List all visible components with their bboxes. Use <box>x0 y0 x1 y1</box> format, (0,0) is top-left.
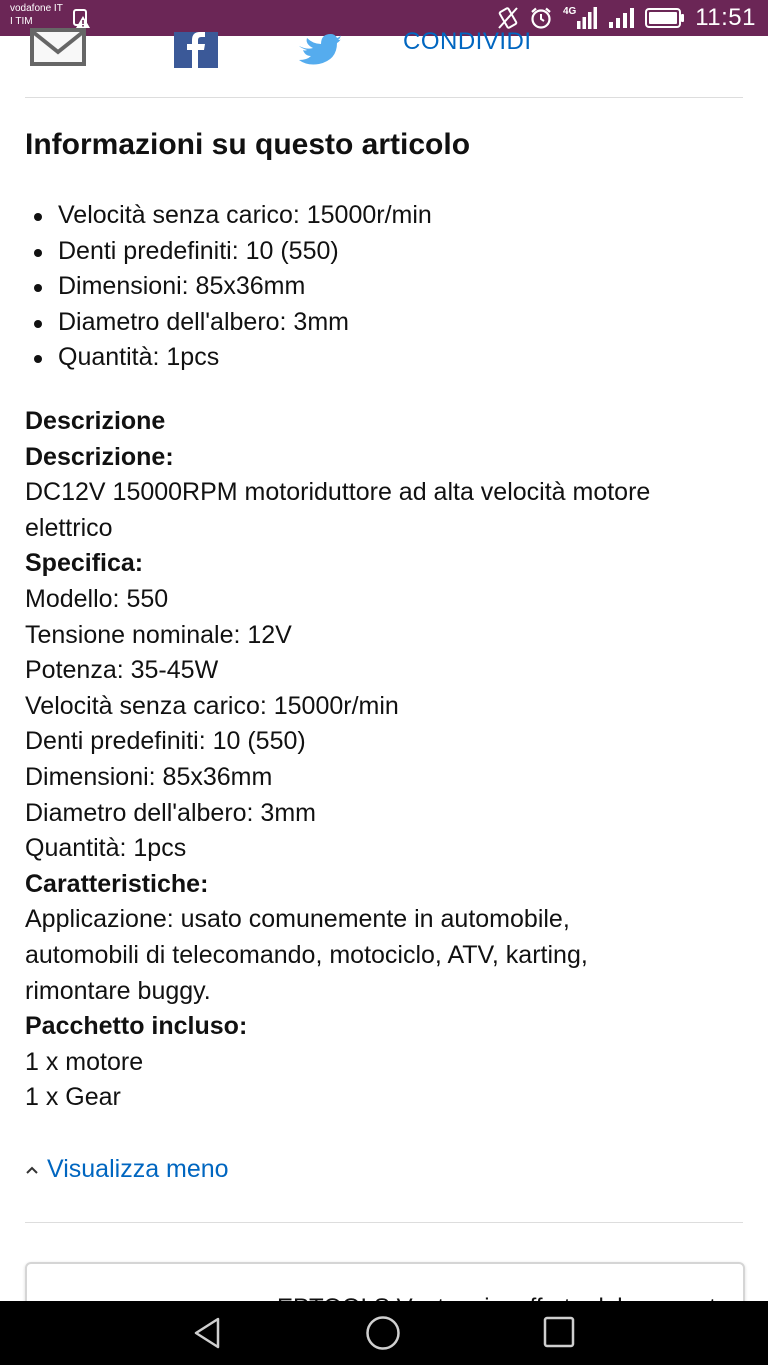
recents-button[interactable] <box>542 1315 578 1351</box>
bullet-item: Velocità senza carico: 15000r/min <box>25 198 432 234</box>
features-line: Applicazione: usato comunemente in automobile, <box>25 905 570 934</box>
vibrate-icon <box>497 6 519 30</box>
carrier-primary: vodafone IT <box>10 3 63 14</box>
signal-icon-sim2 <box>607 6 635 30</box>
spec-line: Modello: 550 <box>25 584 169 613</box>
spec-line: Diametro dell'albero: 3mm <box>25 798 316 827</box>
spec-line: Velocità senza carico: 15000r/min <box>25 691 399 720</box>
product-page <box>0 28 768 1301</box>
package-label: Pacchetto incluso: <box>25 1012 248 1041</box>
show-less-label: Visualizza meno <box>47 1155 229 1183</box>
mail-icon[interactable] <box>30 28 86 66</box>
share-row <box>0 28 768 70</box>
facebook-icon[interactable] <box>174 32 218 68</box>
bullet-item: Dimensioni: 85x36mm <box>25 269 432 305</box>
spec-line: Tensione nominale: 12V <box>25 620 292 649</box>
package-line: 1 x motore <box>25 1047 144 1076</box>
spec-line: Potenza: 35-45W <box>25 656 219 685</box>
features-line: rimontare buggy. <box>25 976 211 1005</box>
divider <box>25 1222 743 1223</box>
sim-warning-icon <box>72 6 92 28</box>
description-heading: Descrizione <box>25 407 166 435</box>
navigation-bar <box>0 1301 768 1365</box>
back-button[interactable] <box>190 1315 226 1351</box>
spec-line: Denti predefiniti: 10 (550) <box>25 727 306 756</box>
spec-label: Specifica: <box>25 549 144 578</box>
divider <box>25 97 743 98</box>
twitter-icon[interactable] <box>297 30 341 66</box>
features-label: Caratteristiche: <box>25 869 209 898</box>
features-line: automobili di telecomando, motociclo, ATV, karting, <box>25 940 588 969</box>
description-line: DC12V 15000RPM motoriduttore ad alta velocità motore <box>25 478 651 507</box>
about-item-title: Informazioni su questo articolo <box>25 128 471 161</box>
description-label: Descrizione: <box>25 442 174 471</box>
signal-icon <box>563 5 597 31</box>
bullet-item: Denti predefiniti: 10 (550) <box>25 234 432 270</box>
carrier-info <box>10 2 63 28</box>
alarm-icon <box>529 6 553 30</box>
bullet-item: Diametro dell'albero: 3mm <box>25 305 432 341</box>
share-link[interactable]: CONDIVIDI <box>403 28 532 55</box>
battery-icon <box>645 7 685 29</box>
carrier-secondary: I TIM <box>10 16 33 27</box>
show-less-link[interactable] <box>25 1155 229 1184</box>
network-type: 4G <box>563 6 577 17</box>
home-button[interactable] <box>364 1315 402 1351</box>
status-icons <box>497 4 756 32</box>
package-line: 1 x Gear <box>25 1083 121 1112</box>
description-line: elettrico <box>25 513 113 542</box>
clock: 11:51 <box>695 4 756 31</box>
spec-line: Quantità: 1pcs <box>25 834 187 863</box>
spec-line: Dimensioni: 85x36mm <box>25 762 273 791</box>
product-description <box>25 404 743 1116</box>
status-bar <box>0 0 768 36</box>
bullet-item: Quantità: 1pcs <box>25 340 432 376</box>
about-item-bullets <box>25 198 432 376</box>
chevron-up-icon <box>25 1165 39 1175</box>
